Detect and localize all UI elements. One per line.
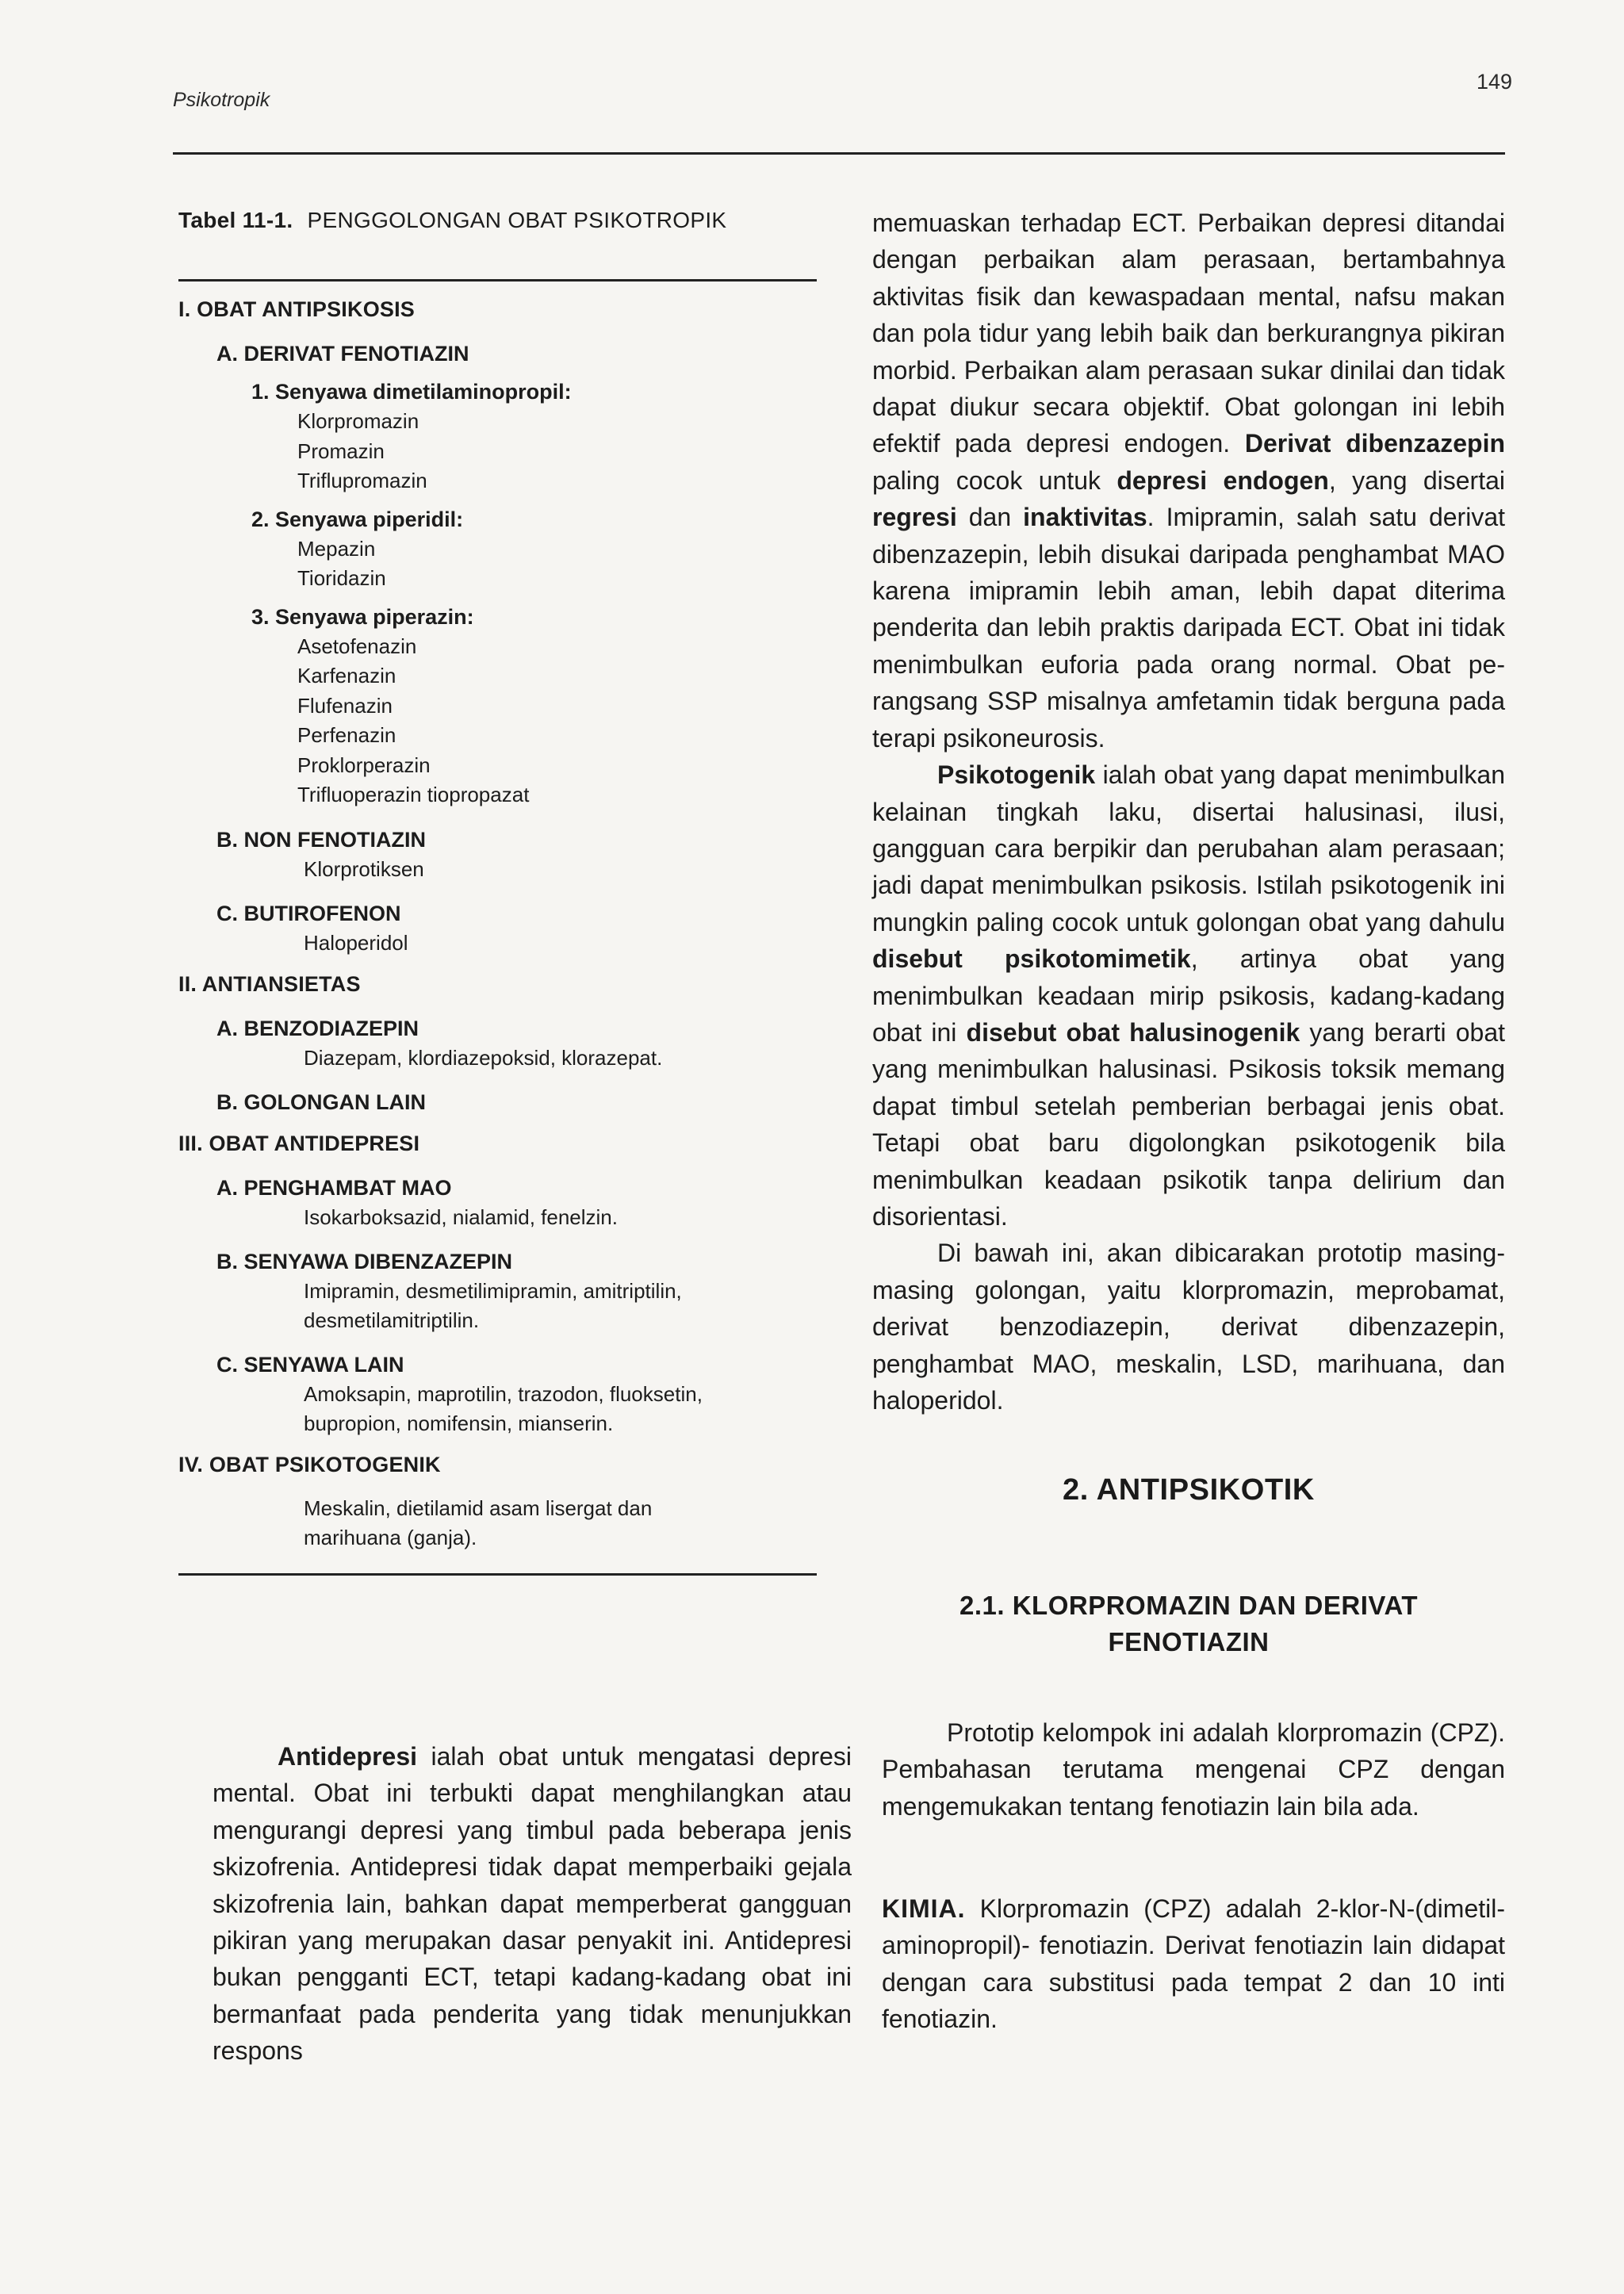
table-subsubgroup xyxy=(251,504,860,594)
table-group xyxy=(178,969,860,1117)
group-title: IV. OBAT PSIKOTOGENIK xyxy=(178,1452,441,1476)
drug-item: Flufenazin xyxy=(297,693,393,718)
drug-item: Perfenazin xyxy=(297,723,396,747)
group-title: III. OBAT ANTIDEPRESI xyxy=(178,1131,420,1155)
table-subsubgroup xyxy=(251,602,860,810)
drug-list xyxy=(304,929,860,958)
drug-item: bupropion, nomifensin, mianserin. xyxy=(304,1411,614,1435)
drug-item: Karfenazin xyxy=(297,664,396,687)
table-subgroup xyxy=(216,1350,860,1438)
table-group xyxy=(178,1450,860,1553)
table-subgroup xyxy=(216,1013,860,1073)
drug-list xyxy=(297,407,860,496)
antidepresi-text: ialah obat untuk mengatasi depresi mental. Obat ini terbukti dapat menghilangkan atau mengurangi depresi yang timbul pada beberapa jenis skizofrenia. Antidepresi tidak dapat memperbaiki gejala skizofrenia lain, bahkan dapat memperberat gangguan pikiran yang merupakan dasar penyakit ini. Antidepresi bukan pengganti ECT, tetapi kadang-kadang obat ini bermanfaat pada penderita yang tidak menunjukkan respons xyxy=(213,1742,852,2066)
subsection-title xyxy=(872,1587,1505,1660)
subsection-title-line1: 2.1. KLORPROMAZIN DAN DERIVAT xyxy=(959,1591,1418,1620)
subgroup-title: B. SENYAWA DIBENZAZEPIN xyxy=(216,1249,513,1273)
table-bottom-rule xyxy=(178,1573,817,1576)
prototype-paragraph: Prototip kelompok ini adalah klorpromazin (CPZ). Pembahasan terutama mengenai CPZ dengan mengemukakan tentang fenotiazin lain bila ada. xyxy=(882,1718,1505,1821)
subgroup-title: B. NON FENOTIAZIN xyxy=(216,827,426,852)
table-body xyxy=(178,294,860,1576)
paragraph-psikotogenik xyxy=(872,756,1505,1235)
running-head: Psikotropik xyxy=(173,89,270,111)
header-rule xyxy=(173,152,1505,155)
text-run: yang berarti obat yang menimbulkan halusinasi. Psikosis toksik memang dapat timbul setelah pemberian berbagai jenis obat. Tetapi obat baru digolongkan psikotogenik bila menimbulkan keadaan psikotik tanpa delirium dan disorientasi. xyxy=(872,1017,1506,1231)
text-run: paling cocok untuk xyxy=(872,465,1117,495)
group-title: I. OBAT ANTIPSIKOSIS xyxy=(178,297,416,321)
drug-item: Klorprotiksen xyxy=(304,856,424,881)
table-subgroup xyxy=(216,825,860,884)
antidepresi-paragraph xyxy=(213,1738,852,2070)
paragraph-depresi xyxy=(872,205,1505,756)
kimia-paragraph xyxy=(882,1890,1505,2038)
drug-item: Imipramin, desmetilimipramin, amitriptilin, xyxy=(304,1278,682,1303)
bold-term: Psikotogenik xyxy=(937,760,1096,790)
drug-item: Meskalin, dietilamid asam lisergat dan xyxy=(304,1496,653,1520)
paragraph-prototip: Di bawah ini, akan dibicarakan prototip masing-masing golongan, yaitu klorpromazin, meprobamat, derivat benzodiazepin, derivat dibenzazepin, penghambat MAO, meskalin, LSD, marihuana, dan haloperidol. xyxy=(872,1239,1505,1415)
drug-item: Trifluoperazin tiopropazat xyxy=(297,783,530,806)
drug-item: desmetilamitriptilin. xyxy=(304,1308,480,1332)
table-group xyxy=(178,1128,860,1438)
drug-item: Triflupromazin xyxy=(297,469,427,492)
text-run: ialah obat yang dapat menimbulkan kelainan tingkah laku, disertai halusinasi, ilusi, gangguan cara berpikir dan perubahan alam perasaan; jadi dapat menimbulkan psikosis. Istilah psikotogenik ini mungkin paling cocok untuk golongan obat yang dahulu xyxy=(872,760,1505,936)
drug-list xyxy=(304,1494,860,1553)
section-title: 2. ANTIPSIKOTIK xyxy=(1063,1473,1315,1507)
subsubgroup-title: 2. Senyawa piperidil: xyxy=(251,507,464,531)
table-subgroup xyxy=(216,339,860,810)
table-label: Tabel 11-1. xyxy=(178,208,293,232)
drug-item: Klorpromazin xyxy=(297,409,419,433)
subgroup-title: C. SENYAWA LAIN xyxy=(216,1352,404,1377)
text-run: memuaskan terhadap ECT. Perbaikan depresi ditandai dengan perbaikan alam perasaan, bertambahnya aktivitas fisik dan kewaspadaan mental, nafsu makan dan pola tidur yang lebih baik dan berkurangnya pikiran morbid. Perbaikan alam perasaan sukar dinilai dan tidak dapat diukur secara objektif. Obat golongan ini lebih efektif pada depresi endogen. xyxy=(872,209,1505,458)
subgroup-title: B. GOLONGAN LAIN xyxy=(216,1090,426,1114)
table-subgroup xyxy=(216,1247,860,1335)
group-title: II. ANTIANSIETAS xyxy=(178,971,361,996)
bold-term: depresi endogen xyxy=(1116,465,1329,495)
subgroup-title: A. PENGHAMBAT MAO xyxy=(216,1175,452,1200)
drug-item: Proklorperazin xyxy=(297,753,431,777)
table-subgroup xyxy=(216,1494,860,1553)
subsection-title-line2: FENOTIAZIN xyxy=(1108,1627,1270,1656)
bold-term: inaktivitas xyxy=(1023,503,1147,532)
drug-list xyxy=(304,1203,860,1232)
text-run: , artinya obat yang menimbulkan keadaan mirip psikosis, kadang-kadang obat ini xyxy=(872,944,1506,1047)
bold-term: disebut obat halusinogenik xyxy=(966,1017,1300,1047)
drug-list xyxy=(304,855,860,884)
right-column xyxy=(872,205,1505,1419)
drug-item: Diazepam, klordiazepoksid, klorazepat. xyxy=(304,1045,663,1070)
subsubgroup-title: 1. Senyawa dimetilaminopropil: xyxy=(251,380,572,404)
table-caption xyxy=(178,208,860,233)
table-subgroup xyxy=(216,1087,860,1117)
table-subgroup xyxy=(216,1173,860,1232)
drug-item: Haloperidol xyxy=(304,930,408,955)
drug-item: Isokarboksazid, nialamid, fenelzin. xyxy=(304,1204,618,1229)
subsubgroup-title: 3. Senyawa piperazin: xyxy=(251,604,474,629)
kimia-label: KIMIA. xyxy=(882,1894,966,1923)
drug-list xyxy=(304,1277,860,1335)
drug-item: Tioridazin xyxy=(297,566,386,590)
drug-item: Amoksapin, maprotilin, trazodon, fluoksetin, xyxy=(304,1381,703,1406)
subgroup-title: A. BENZODIAZEPIN xyxy=(216,1016,419,1040)
text-run: dan xyxy=(956,503,1024,532)
table-title: PENGGOLONGAN OBAT PSIKOTROPIK xyxy=(307,208,727,232)
table-group xyxy=(178,294,860,958)
drug-list xyxy=(297,534,860,594)
drug-item: marihuana (ganja). xyxy=(304,1525,477,1549)
text-run: . Imipramin, salah satu derivat dibenzazepin, lebih disukai daripada penghambat MAO karena imipramin lebih aman, lebih dapat diterima penderita dan lebih praktis daripada ECT. Obat ini tidak menimbulkan euforia pada orang normal. Obat pe-rangsang SSP misalnya amfetamin tidak berguna pada terapi psikoneurosis. xyxy=(872,503,1506,753)
drug-item: Promazin xyxy=(297,439,385,463)
drug-item: Asetofenazin xyxy=(297,634,417,658)
kimia-text: Klorpromazin (CPZ) adalah 2-klor-N-(dimetil-aminopropil)- fenotiazin. Derivat fenotiazin lain didapat dengan cara substitusi pada tempat 2 dan 10 inti fenotiazin. xyxy=(882,1894,1505,2034)
classification-table xyxy=(178,208,860,1576)
bold-term: regresi xyxy=(872,503,957,532)
drug-item: Mepazin xyxy=(297,536,376,561)
table-subsubgroup xyxy=(251,377,860,496)
table-subgroup xyxy=(216,898,860,958)
drug-list xyxy=(304,1044,860,1073)
page-number: 149 xyxy=(1477,70,1513,94)
table-top-rule xyxy=(178,279,817,281)
drug-list xyxy=(304,1380,860,1438)
text-run: , yang disertai xyxy=(1328,465,1506,495)
bold-term: disebut psikotomimetik xyxy=(872,944,1191,974)
bold-term: Derivat dibenzazepin xyxy=(1244,429,1506,458)
subgroup-title: C. BUTIROFENON xyxy=(216,901,401,925)
antidepresi-term: Antidepresi xyxy=(278,1742,418,1771)
subgroup-title: A. DERIVAT FENOTIAZIN xyxy=(216,342,469,366)
drug-list xyxy=(297,632,860,810)
